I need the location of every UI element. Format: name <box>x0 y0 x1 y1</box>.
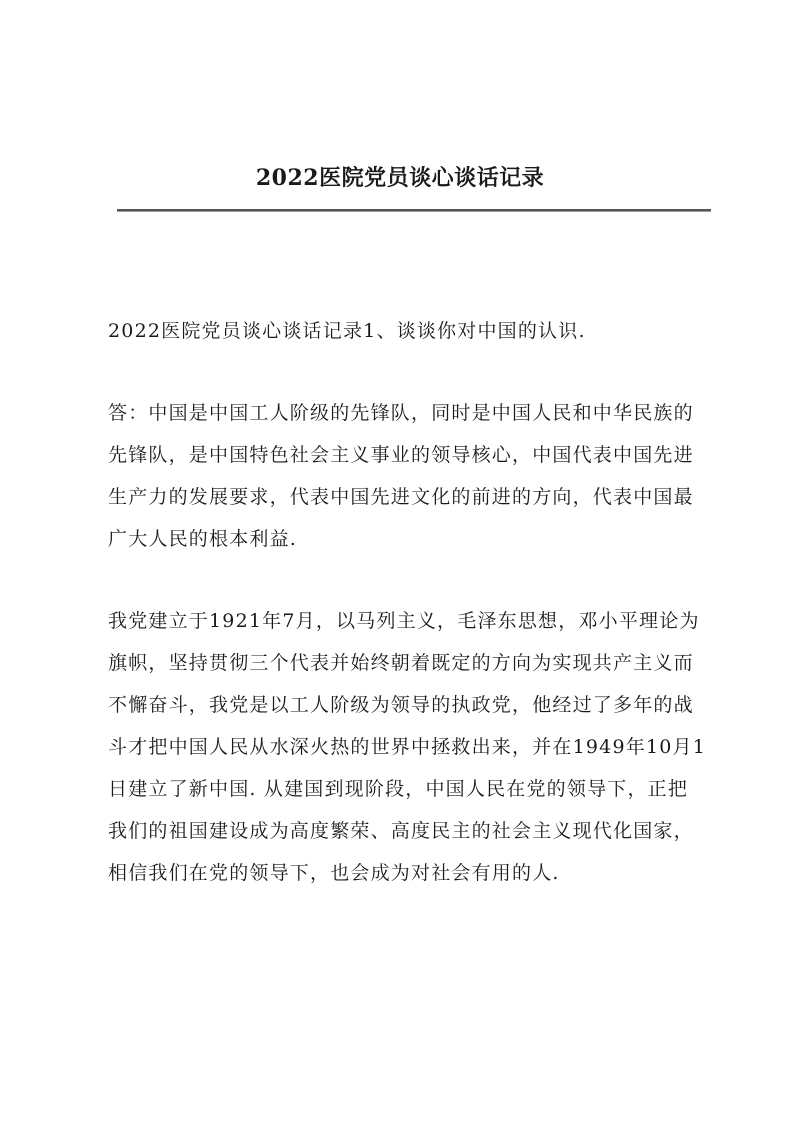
paragraph-intro: 2022医院党员谈心谈话记录1、谈谈你对中国的认识. <box>108 320 586 342</box>
paragraph-history: 我党建立于1921年7月，以马列主义，毛泽东思想，邓小平理论为旗帜，坚持贯彻三个代表并始终朝着既定的方向为实现共产主义而不懈奋斗，我党是以工人阶级为领导的执政党，他经过了多年的战斗才把中国人民从水深火热的世界中拯救出来，并在1949年10月1日建立了新中国. 从建国到现阶段，中国人民在党的领导下，正把我们的祖国建设成为高度繁荣、高度民主的社会主义现代化国家，相信我们在党的领导下，也会成为对社会有用的人. <box>108 610 707 884</box>
page-title: 2022医院党员谈心谈话记录 <box>255 165 545 191</box>
document-body <box>108 310 708 934</box>
paragraph-answer: 答：中国是中国工人阶级的先锋队，同时是中国人民和中华民族的先锋队，是中国特色社会主义事业的领导核心，中国代表中国先进生产力的发展要求，代表中国先进文化的前进的方向，代表中国最广大人民的根本利益. <box>108 402 694 550</box>
title-divider <box>117 209 711 212</box>
